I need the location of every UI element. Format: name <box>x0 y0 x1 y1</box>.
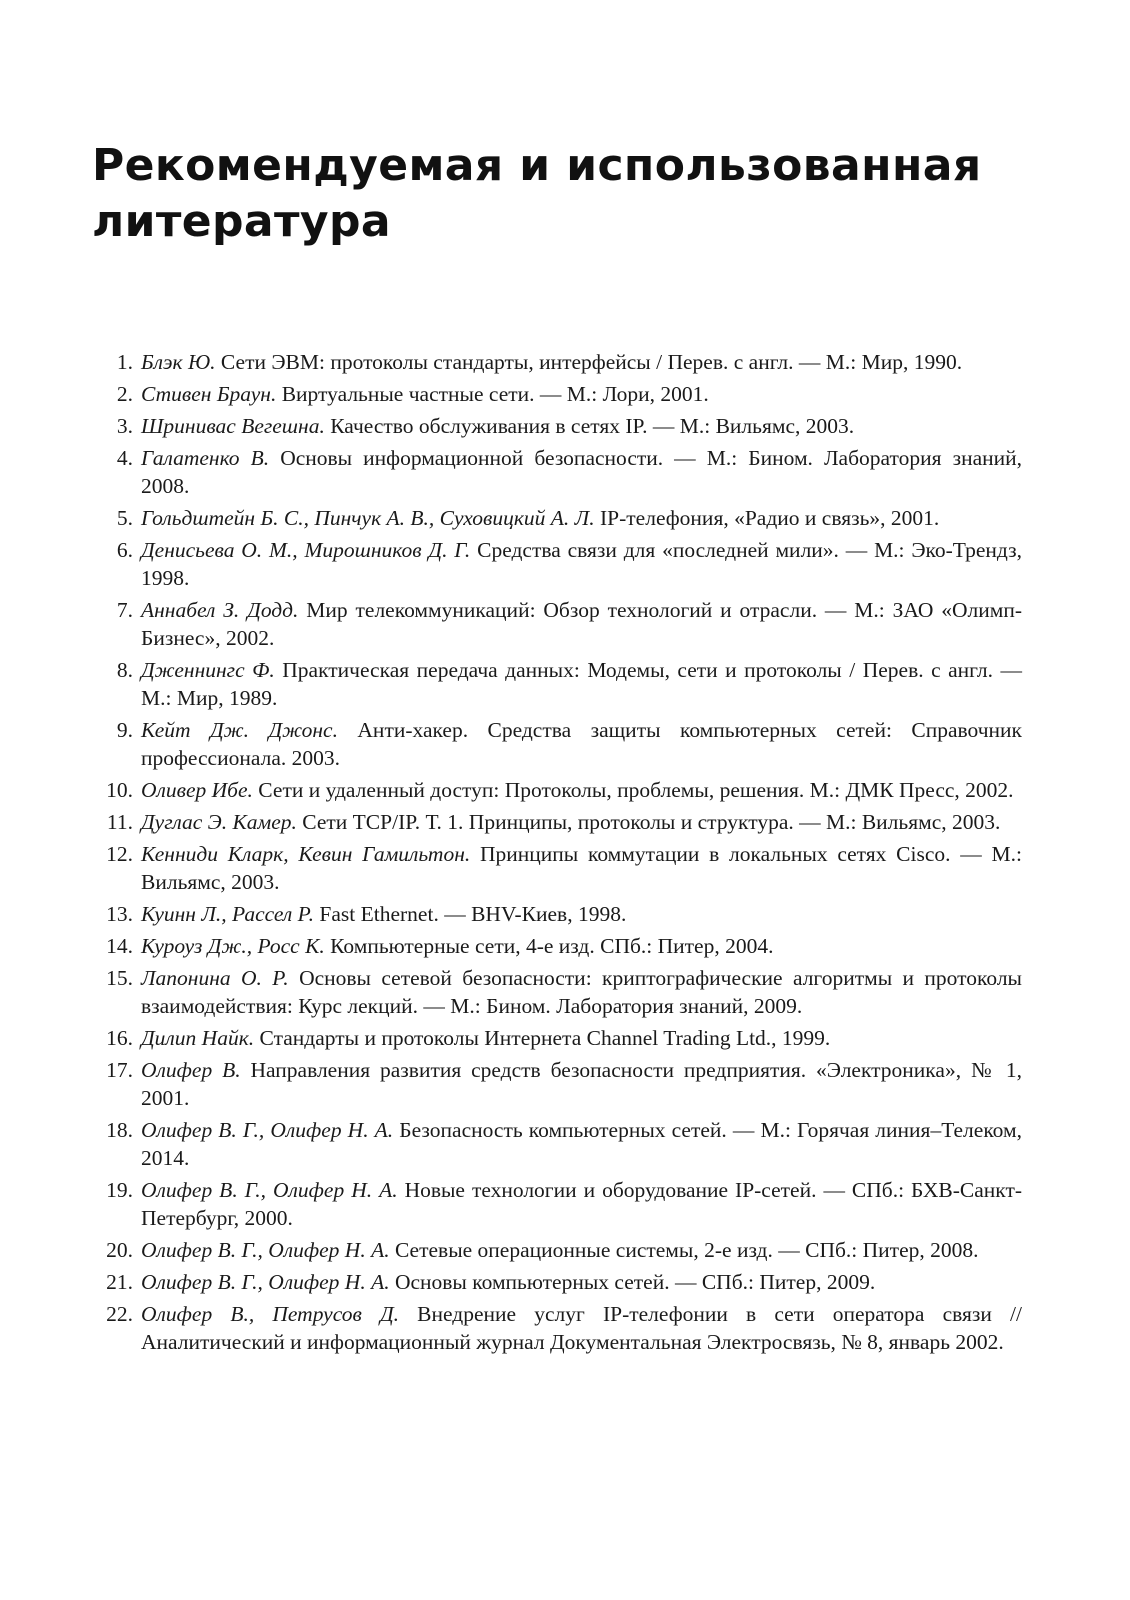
reference-number: 17. <box>106 1058 133 1082</box>
reference-text: Компьютерные сети, 4-е изд. СПб.: Питер, 2004. <box>330 934 774 958</box>
reference-item <box>92 840 1022 896</box>
reference-authors: Денисьева О. М., Мирошников Д. Г. <box>141 538 471 562</box>
reference-number: 11. <box>106 810 133 834</box>
reference-authors: Олифер В. Г., Олифер Н. А. <box>141 1118 394 1142</box>
reference-authors: Куроуз Дж., Росс К. <box>141 934 325 958</box>
reference-text: Сетевые операционные системы, 2-е изд. — СПб.: Питер, 2008. <box>394 1238 979 1262</box>
reference-number: 16. <box>106 1026 133 1050</box>
bibliography-list <box>92 348 1022 1360</box>
reference-number: 21. <box>106 1270 133 1294</box>
reference-body <box>141 414 854 438</box>
reference-authors: Галатенко В. <box>141 446 270 470</box>
reference-number: 18. <box>106 1118 133 1142</box>
reference-body <box>141 810 1000 834</box>
reference-item <box>92 1300 1022 1356</box>
reference-item <box>92 536 1022 592</box>
reference-text: Сети ЭВМ: протоколы стандарты, интерфейсы / Перев. с англ. — М.: Мир, 1990. <box>220 350 963 374</box>
reference-text: Практическая передача данных: Модемы, сети и протоколы / Перев. с англ. — М.: Мир, 1989. <box>141 658 1023 710</box>
reference-number: 12. <box>106 842 133 866</box>
reference-body <box>141 1270 875 1294</box>
reference-text: Стандарты и протоколы Интернета Channel Trading Ltd., 1999. <box>259 1026 831 1050</box>
reference-text: IP-телефония, «Радио и связь», 2001. <box>600 506 940 530</box>
reference-body <box>141 1178 1022 1230</box>
reference-item <box>92 444 1022 500</box>
reference-number: 22. <box>106 1302 133 1326</box>
reference-authors: Аннабел З. Додд. <box>141 598 299 622</box>
reference-text: Основы компьютерных сетей. — СПб.: Питер, 2009. <box>394 1270 876 1294</box>
reference-number: 4. <box>116 446 133 470</box>
reference-item <box>92 1268 1022 1296</box>
reference-body <box>141 658 1022 710</box>
reference-authors: Блэк Ю. <box>141 350 216 374</box>
reference-authors: Олифер В. Г., Олифер Н. А. <box>141 1238 390 1262</box>
reference-item <box>92 1116 1022 1172</box>
reference-item <box>92 348 1022 376</box>
reference-number: 9. <box>116 718 133 742</box>
reference-authors: Куинн Л., Рассел Р. <box>141 902 315 926</box>
reference-body <box>141 966 1022 1018</box>
reference-text: Направления развития средств безопасности предприятия. «Электроника», № 1, 2001. <box>141 1058 1023 1110</box>
reference-body <box>141 1058 1022 1110</box>
reference-authors: Шринивас Вегешна. <box>141 414 325 438</box>
reference-body <box>141 1118 1022 1170</box>
reference-number: 14. <box>106 934 133 958</box>
reference-item <box>92 656 1022 712</box>
reference-authors: Оливер Ибе. <box>141 778 253 802</box>
reference-authors: Дженнингс Ф. <box>141 658 275 682</box>
reference-body <box>141 718 1022 770</box>
reference-item <box>92 1024 1022 1052</box>
reference-item <box>92 716 1022 772</box>
reference-item <box>92 964 1022 1020</box>
reference-text: Безопасность компьютерных сетей. — М.: Горячая линия–Телеком, 2014. <box>141 1118 1022 1170</box>
reference-number: 10. <box>106 778 133 802</box>
reference-body <box>141 506 939 530</box>
reference-body <box>141 934 773 958</box>
reference-authors: Олифер В., Петрусов Д. <box>141 1302 400 1326</box>
reference-authors: Кейт Дж. Джонс. <box>141 718 338 742</box>
reference-body <box>141 538 1022 590</box>
reference-item <box>92 596 1022 652</box>
reference-item <box>92 1176 1022 1232</box>
reference-body <box>141 902 626 926</box>
reference-body <box>141 382 709 406</box>
reference-authors: Гольдштейн Б. С., Пинчук А. В., Суховицкий А. Л. <box>141 506 595 530</box>
reference-number: 1. <box>116 350 133 374</box>
reference-number: 20. <box>106 1238 133 1262</box>
reference-text: Внедрение услуг IP-телефонии в сети оператора связи // Аналитический и информационный журнал Документальная Электросвязь, № 8, январь 2002. <box>141 1302 1022 1354</box>
reference-body <box>141 778 1014 802</box>
reference-number: 2. <box>116 382 133 406</box>
reference-text: Новые технологии и оборудование IP-сетей. — СПб.: БХВ-Санкт-Петербург, 2000. <box>141 1178 1022 1230</box>
reference-text: Сети TCP/IP. Т. 1. Принципы, протоколы и структура. — М.: Вильямс, 2003. <box>302 810 1001 834</box>
reference-number: 6. <box>116 538 133 562</box>
reference-text: Основы информационной безопасности. — М.: Бином. Лаборатория знаний, 2008. <box>141 446 1023 498</box>
reference-body <box>141 446 1022 498</box>
reference-number: 15. <box>106 966 133 990</box>
reference-item <box>92 808 1022 836</box>
reference-authors: Дуглас Э. Камер. <box>141 810 297 834</box>
reference-text: Основы сетевой безопасности: криптографические алгоритмы и протоколы взаимодействия: Курс лекций. — М.: Бином. Лаборатория знаний, 2009. <box>141 966 1023 1018</box>
page-title: Рекомендуемая и использованная литература <box>92 140 982 247</box>
reference-body <box>141 842 1022 894</box>
reference-text: Принципы коммутации в локальных сетях Cisco. — М.: Вильямс, 2003. <box>141 842 1022 894</box>
reference-number: 3. <box>116 414 133 438</box>
reference-text: Мир телекоммуникаций: Обзор технологий и отрасли. — М.: ЗАО «Олимп-Бизнес», 2002. <box>141 598 1023 650</box>
reference-item <box>92 380 1022 408</box>
reference-text: Виртуальные частные сети. — М.: Лори, 2001. <box>281 382 709 406</box>
reference-body <box>141 1238 979 1262</box>
reference-number: 19. <box>106 1178 133 1202</box>
reference-body <box>141 598 1022 650</box>
reference-number: 13. <box>106 902 133 926</box>
reference-body <box>141 1302 1022 1354</box>
reference-authors: Олифер В. <box>141 1058 241 1082</box>
reference-authors: Олифер В. Г., Олифер Н. А. <box>141 1270 390 1294</box>
reference-body <box>141 350 962 374</box>
reference-authors: Олифер В. Г., Олифер Н. А. <box>141 1178 398 1202</box>
reference-item <box>92 776 1022 804</box>
reference-authors: Кенниди Кларк, Кевин Гамильтон. <box>141 842 471 866</box>
reference-text: Качество обслуживания в сетях IP. — М.: Вильямс, 2003. <box>330 414 855 438</box>
reference-item <box>92 504 1022 532</box>
reference-text: Анти-хакер. Средства защиты компьютерных сетей: Справочник профессионала. 2003. <box>141 718 1022 770</box>
reference-item <box>92 1236 1022 1264</box>
reference-authors: Стивен Браун. <box>141 382 277 406</box>
reference-number: 7. <box>116 598 133 622</box>
reference-item <box>92 412 1022 440</box>
reference-text: Fast Ethernet. — BHV-Киев, 1998. <box>319 902 627 926</box>
reference-text: Сети и удаленный доступ: Протоколы, проблемы, решения. М.: ДМК Пресс, 2002. <box>258 778 1014 802</box>
reference-item <box>92 1056 1022 1112</box>
reference-number: 5. <box>116 506 133 530</box>
reference-authors: Лапонина О. Р. <box>141 966 289 990</box>
reference-item <box>92 900 1022 928</box>
reference-item <box>92 932 1022 960</box>
reference-text: Средства связи для «последней мили». — М.: Эко-Трендз, 1998. <box>141 538 1022 590</box>
reference-body <box>141 1026 830 1050</box>
reference-authors: Дилип Найк. <box>141 1026 255 1050</box>
reference-number: 8. <box>116 658 133 682</box>
